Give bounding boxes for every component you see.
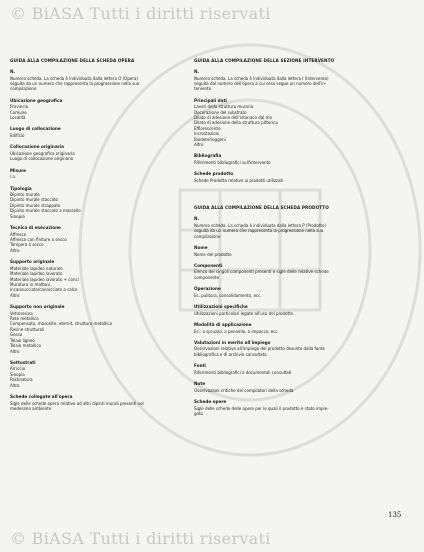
section-block xyxy=(10,304,190,354)
section-line: Dipinto murale xyxy=(10,192,40,198)
section-block xyxy=(10,98,190,121)
section-line: Es.: a spruzzo, a pennello, a impacco, ecc. xyxy=(194,328,279,334)
section-label: Misure xyxy=(10,167,26,173)
section-line: Incannucciato/cannicciato a calce xyxy=(10,287,78,293)
section-line: Provincia xyxy=(10,104,29,110)
section-block xyxy=(194,216,418,239)
section-block xyxy=(10,186,190,220)
section-block xyxy=(194,304,418,316)
section-line: Elenco dei singoli componenti presenti e sigle delle relative schede xyxy=(194,269,329,275)
section-line: Dilato di adesione dell'intonaco dal rilo xyxy=(194,115,272,121)
section-line: Osservazioni relative all'impiego del prodotto desunte dalla fonte xyxy=(194,346,325,352)
section-line: Dilato di adesione della struttura pittorica xyxy=(194,120,278,126)
section-block xyxy=(10,126,190,138)
section-label: N. xyxy=(10,69,16,74)
section-line: Comune xyxy=(10,109,27,115)
section-line: Edificio xyxy=(10,132,25,138)
section-line: Telaio metallico xyxy=(10,343,41,349)
section-block xyxy=(10,144,190,161)
section-line: Materiale lapideo naturale xyxy=(10,265,63,271)
section-block xyxy=(194,363,418,375)
section-label: Principali dati xyxy=(194,97,227,103)
section-block xyxy=(194,322,418,334)
section-block xyxy=(194,263,418,280)
section-line: bibliografica e di archivio consultata xyxy=(194,351,267,357)
section-block xyxy=(194,399,418,416)
watermark-bottom: © BiASA Tutti i diritti riservati xyxy=(10,529,271,548)
right-column xyxy=(194,58,418,416)
left-column xyxy=(10,58,190,411)
section-line: Pastinatura xyxy=(10,377,33,383)
section-line: medesimo ambiente xyxy=(10,405,52,411)
section-block xyxy=(10,394,190,411)
section-line: Sinopia xyxy=(10,371,25,377)
section-label: Valutazioni in merito all'impiego xyxy=(194,339,271,345)
section-line: Altro xyxy=(10,348,20,354)
section-label: N. xyxy=(194,216,200,222)
section-line: Affresco xyxy=(10,231,27,237)
section-line: Luogo di collocazione originario xyxy=(10,156,74,162)
section-line: Altro xyxy=(10,382,20,388)
left-heading: GUIDA ALLA COMPILAZIONE DELLA SCHEDA OPERA xyxy=(10,58,135,63)
section-line: Muratura in mattoni xyxy=(10,281,51,287)
section-line: Incrostazioni xyxy=(194,131,220,137)
section-line: Decorazione del substrato xyxy=(194,109,247,115)
section-label: Componenti xyxy=(194,262,223,268)
section-label: Operazione xyxy=(194,286,221,292)
section-label: Nome xyxy=(194,245,208,250)
section-line: Materiale lapideo lavorato + conci xyxy=(10,276,79,282)
section-label: Schede collegate all'opera xyxy=(10,394,73,400)
section-line: tervento xyxy=(194,86,212,92)
section-line: Numero scheda. La scheda è individuata dalla lettera I (Intervento) xyxy=(194,75,329,81)
section-line: Sigle delle schede delle opere per le quali il prodotto è stato impie- xyxy=(194,405,329,411)
right-heading-2: GUIDA ALLA COMPILAZIONE DELLA SCHEDA PRODOTTO xyxy=(194,205,329,211)
section-line: Utilizzazioni particolari legate all'uso del prodotto xyxy=(194,310,294,316)
section-label: Sottostrati xyxy=(10,359,36,365)
section-label: Modalità di applicazione xyxy=(194,322,252,328)
section-block xyxy=(194,171,418,183)
section-block xyxy=(194,245,418,257)
section-line: Resine strutturali xyxy=(10,326,45,332)
section-line: Compensato, masonite, eternit, struttura metallica xyxy=(10,321,112,327)
section-label: Utilizzazioni specifiche xyxy=(194,304,248,310)
section-label: Schede opere xyxy=(194,399,227,405)
section-label: N. xyxy=(194,69,200,74)
section-label: Supporto originale xyxy=(10,259,55,265)
section-label: Ubicazione geografica xyxy=(10,97,63,103)
section-line: componente xyxy=(194,274,220,280)
section-line: Es. pulitura, consolidamento, ecc. xyxy=(194,292,262,298)
section-line: Dipinto murale staccato a massello xyxy=(10,208,81,214)
section-line: seguita da un numero che rappresenta la progressione nella sua xyxy=(194,228,324,234)
section-label: Fonti xyxy=(194,363,206,369)
section-block xyxy=(10,69,190,92)
section-line: compilazione xyxy=(194,233,221,239)
section-line: seguita da un numero che rappresenta la progressione nella sua xyxy=(10,80,140,86)
section-line: Ubicazione geografica originaria xyxy=(10,150,75,156)
section-line: Numero scheda. La scheda è individuata dalla lettera P (Prodotto) xyxy=(194,222,326,228)
section-label: Supporto non originale xyxy=(10,304,65,310)
section-label: Tipologia xyxy=(10,185,32,191)
section-line: Riferimenti bibliografici o documentali consultati xyxy=(194,369,292,375)
section-line: Numero scheda. La scheda è individuata dalla lettera O (Opera) xyxy=(10,75,139,81)
section-line: Altro xyxy=(10,247,20,253)
section-line: Altro xyxy=(10,292,20,298)
section-line: Affresco con finiture a secco xyxy=(10,237,67,242)
section-block xyxy=(194,69,418,92)
right-heading: GUIDA ALLA COMPILAZIONE DELLA SEZIONE INTERVENTO xyxy=(194,58,335,63)
section-block xyxy=(10,168,190,180)
section-block xyxy=(194,98,418,148)
section-line: compilazione xyxy=(10,86,37,92)
section-line: Riferimenti bibliografici sull'intervento xyxy=(194,159,271,165)
page-number: 135 xyxy=(388,511,402,519)
section-block xyxy=(194,153,418,165)
section-label: Note xyxy=(194,381,206,387)
section-label: Bibliografia xyxy=(194,153,222,159)
section-line: Lavori della struttura muraria xyxy=(194,104,254,110)
section-line: Materiale lapideo lavorato xyxy=(10,271,63,277)
section-label: Collocazione originaria xyxy=(10,144,64,150)
section-label: Luogo di collocazione xyxy=(10,126,61,132)
section-line: Dipinto murale staccato xyxy=(10,197,59,203)
section-line: Rete metallica xyxy=(10,316,39,322)
section-line: seguita dal numero dell'opera a cui esso segue un numero dell'in- xyxy=(194,80,327,86)
section-line: Arriccio xyxy=(10,366,26,372)
section-block xyxy=(10,360,190,388)
section-block xyxy=(10,225,190,253)
section-label: Schede prodotto xyxy=(194,171,234,177)
section-line: Tempera a secco xyxy=(10,242,44,248)
section-block xyxy=(194,286,418,298)
section-line: Dipinto murale strappato xyxy=(10,202,61,208)
section-line: Vetroresina xyxy=(10,310,33,316)
section-line: Telaio ligneo xyxy=(10,337,35,343)
section-block xyxy=(194,381,418,393)
section-block xyxy=(10,259,190,298)
section-line: Gesso xyxy=(10,332,23,338)
section-line: gato xyxy=(194,410,204,416)
section-block xyxy=(194,340,418,357)
section-line: Biodeterioggeni xyxy=(194,136,226,142)
section-line: Località xyxy=(10,115,26,121)
section-line: Efflorescenze xyxy=(194,125,221,131)
section-line: l.a. xyxy=(10,174,17,180)
section-line: Sigle delle schede opera relative ad altri dipinti murali presenti nel xyxy=(10,400,144,406)
section-line: Schede Prodotto relative ai prodotti utilizzati xyxy=(194,177,284,183)
section-label: Tecnica di esecuzione xyxy=(10,225,61,231)
section-line: Osservazioni critiche dei compilatori della scheda xyxy=(194,387,294,393)
section-line: Sinopia xyxy=(10,213,25,219)
section-line: Altro xyxy=(194,142,204,148)
section-line: Nome del prodotto xyxy=(194,251,232,257)
watermark-top: © BiASA Tutti i diritti riservati xyxy=(10,4,271,23)
